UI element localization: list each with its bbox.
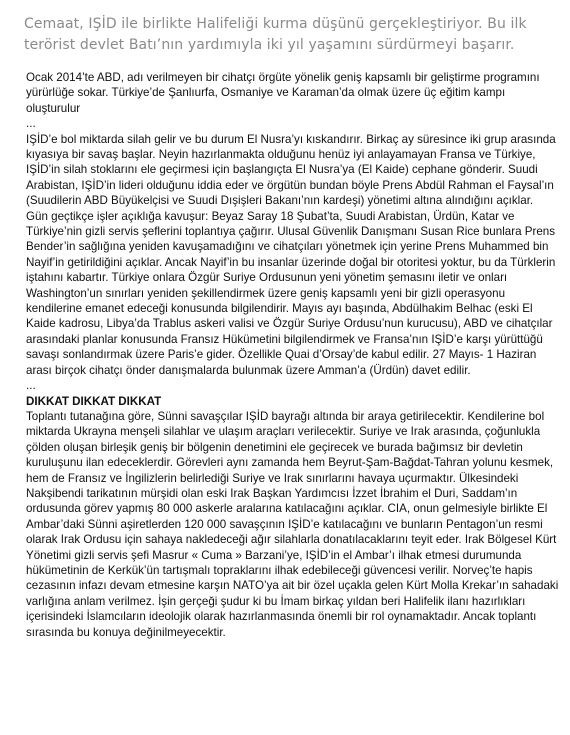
- article-body: [26, 70, 562, 640]
- paragraph-4: Toplantı tutanağına göre, Sünni savaşçılar IŞİD bayrağı altında bir araya getirilecektir. Kendilerine bol miktarda Ukrayna menşeli silahlar ve ulaşım araçları verilecektir. Suriye ve Irak arasında, çoğunlukla çölden oluşan birleşik geniş bir bölgenin denetimini ele geçirecek ve burada bağımsız bir devletin kuruluşunu ilan edeceklerdir. Görevleri aynı zamanda hem Beyrut-Şam-Bağdat-Tahran yolunu kesmek, hem de Fransız ve İngilizlerin belirlediği Suriye ve Irak sınırlarını havaya uçurmaktır. Ülkesindeki Nakşibendi tarikatının mürşidi olan eski Irak Başkan Yardımcısı İzzet İbrahim el Duri, Saddam’ın ordusunda görev yapmış 80 000 askerle aralarına katılacağını açıklar. CIA, onun gelmesiyle birlikte El Ambar’daki Sünni aşiretlerden 120 000 savaşçının IŞİD’e katılacağını ve bunların Pentagon’un resmi olarak Irak Ordusu için sahaya nakledeceği ağır silahlarla donatılacaklarını teyit eder. Irak Bölgesel Kürt Yönetimi gizli servis şefi Masrur « Cuma » Barzani’ye, IŞİD’in el Ambar’ı ilhak etmesi durumunda hükümetinin de Kerkük’ün tartışmalı topraklarını ilhak edebileceği güvencesi verilir. Norveç’te hapis cezasının infazı devam etmesine karşın NATO’ya ait bir özel uçakla gelen Kürt Molla Krekar’ın sahadaki varlığına anlam verilmez. İşin gerçeği şudur ki bu İmam birkaç yıldan beri Halifelik ilanı hazırlıkları içerisindeki İslamcıların ideolojik olarak hazırlanmasında önemli bir rol oynamaktadır. Ancak toplantı sırasında bu konuya değinilmeyecektir.: [26, 409, 559, 639]
- paragraph-3: Gün geçtikçe işler açıklığa kavuşur: Beyaz Saray 18 Şubat’ta, Suudi Arabistan, Ürdün, Katar ve Türkiye’nin gizli servis şeflerini toplantıya çağırır. Ulusal Güvenlik Danışmanı Susan Rice bunlara Prens Bender’in sağlığına yeniden kavuşamadığını ve cihatçıları yönetmek için yerine Prens Muhammed bin Nayif’in getirildiğini açıklar. Ancak Nayif’in bu insanlar üzerinde doğal bir otoritesi yoktur, bu da Türklerin iştahını kabartır. Türkiye onlara Özgür Suriye Ordusunun yeni yönetim şemasını iletir ve onları Washington’un sınırları yeniden şekillendirmek üzere geniş kapsamlı yeni bir gizli operasyonu kendilerine emanet edeceği konusunda bilgilendirir. Mayıs ayı başında, Abdülhakim Belhac (eski El Kaide kadrosu, Libya’da Trablus askeri valisi ve Özgür Suriye Ordusu’nun kurucusu), ABD ve cihatçılar arasındaki planlar konusunda Fransız Hükümetini bilgilendirmek ve Fransa’nın IŞİD’e karşı yürüttüğü savaşı sonlandırmak üzere Paris’e gider. Özellikle Quai d’Orsay’de kabul edilir. 27 Mayıs- 1 Haziran arası birçok cihatçı önder danışmalarda bulunmak üzere Amman’a (Ürdün) davet edilir.: [26, 209, 556, 377]
- paragraph-2: IŞİD’e bol miktarda silah gelir ve bu durum El Nusra’yı kıskandırır. Birkaç ay süresince iki grup arasında kıyasıya bir savaş başlar. Neyin hazırlanmakta olduğunu henüz iyi anlayamayan Fransa ve Türkiye, IŞİD’in silah stoklarını ele geçirmesi için başlangıçta El Nusra’ya (El Kaide) cephane gönderir. Suudi Arabistan, IŞİD’in lideri olduğunu iddia eder ve örgütün bundan böyle Prens Abdül Rahman el Faysal’ın (Suudilerin ABD Büyükelçisi ve Suudi Dışişleri Bakanı’nın kardeşi) yönetimi altına alındığını açıklar.: [26, 132, 556, 208]
- section-heading: DIKKAT DIKKAT DIKKAT: [26, 394, 162, 408]
- paragraph-1: Ocak 2014’te ABD, adı verilmeyen bir cihatçı örgüte yönelik geniş kapsamlı bir geliştirme programını yürürlüğe sokar. Türkiye’de Şanlıurfa, Osmaniye ve Karaman’da olmak üzere üç eğitim kampı oluşturulur: [26, 71, 540, 115]
- article-title: Cemaat, IŞİD ile birlikte Halifeliği kurma düşünü gerçekleştiriyor. Bu ilk terörist devlet Batı’nın yardımıyla iki yıl yaşamını sürdürmeyi başarır.: [24, 16, 527, 53]
- ellipsis-separator-2: ...: [26, 379, 36, 393]
- ellipsis-separator-1: ...: [26, 117, 36, 131]
